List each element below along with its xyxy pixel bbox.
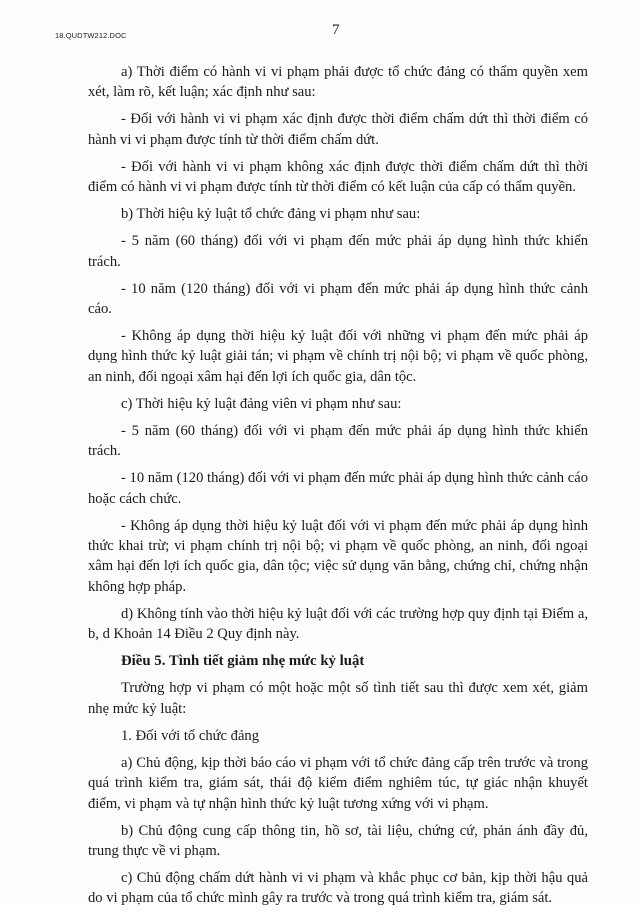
paragraph: - Đối với hành vi vi phạm không xác định được thời điểm chấm dứt thì thời điểm có hành vi vi phạm được tính từ thời điểm có kết luận của cấp có thẩm quyền. [88, 158, 588, 196]
paragraph: Trường hợp vi phạm có một hoặc một số tình tiết sau thì được xem xét, giảm nhẹ mức kỷ luật: [88, 680, 588, 717]
paragraph: - 5 năm (60 tháng) đối với vi phạm đến mức phải áp dụng hình thức khiển trách. [88, 233, 588, 270]
paragraph: a) Thời điểm có hành vi vi phạm phải được tổ chức đảng có thẩm quyền xem xét, làm rõ, kết luận; xác định như sau: [88, 64, 588, 101]
paragraph: - Đối với hành vi vi phạm xác định được thời điểm chấm dứt thì thời điểm có hành vi vi phạm được tính từ thời điểm chấm dứt. [88, 111, 588, 148]
paragraph: b) Chủ động cung cấp thông tin, hồ sơ, tài liệu, chứng cứ, phản ánh đầy đủ, trung thực về vi phạm. [88, 822, 588, 859]
paragraph: d) Không tính vào thời hiệu kỷ luật đối với các trường hợp quy định tại Điểm a, b, d Khoản 14 Điều 2 Quy định này. [88, 605, 588, 643]
paragraph: - Không áp dụng thời hiệu kỷ luật đối với những vi phạm đến mức phải áp dụng hình thức kỷ luật giải tán; vi phạm về chính trị nội bộ; vi phạm về quốc phòng, an ninh, đối ngoại xâm hại đến lợi ích quốc gia, dân tộc. [88, 328, 588, 385]
paragraph: b) Thời hiệu kỷ luật tổ chức đảng vi phạm như sau: [121, 206, 421, 223]
paragraph: - Không áp dụng thời hiệu kỷ luật đối với vi phạm đến mức phải áp dụng hình thức khai trừ; vi phạm chính trị nội bộ; vi phạm về quốc phòng, an ninh, đối ngoại xâm hại đến lợi ích quốc gia, dân tộc; việc sử dụng văn bằng, chứng chỉ, chứng nhận không hợp pháp. [88, 517, 588, 595]
paragraph: - 5 năm (60 tháng) đối với vi phạm đến mức phải áp dụng hình thức khiển trách. [88, 422, 588, 460]
article-heading: Điều 5. Tình tiết giảm nhẹ mức kỷ luật [121, 653, 365, 670]
paragraph: - 10 năm (120 tháng) đối với vi phạm đến mức phải áp dụng hình thức cảnh cáo. [88, 280, 588, 318]
paragraph: 1. Đối với tổ chức đảng [121, 727, 260, 744]
paragraph: c) Chủ động chấm dứt hành vi vi phạm và khắc phục cơ bản, kịp thời hậu quả do vi phạm của tổ chức mình gây ra trước và trong quá trình kiểm tra, giám sát. [88, 869, 588, 907]
document-body [88, 62, 588, 915]
paragraph: a) Chủ động, kịp thời báo cáo vi phạm với tổ chức đảng cấp trên trước và trong quá trình kiểm tra, giám sát, thái độ kiểm điểm nghiêm túc, tự giác nhận khuyết điểm, vi phạm và tự nhận hình thức kỷ luật tương xứng với vi phạm. [88, 754, 588, 812]
page-number: 7 [332, 22, 340, 38]
file-reference: 18.QUDTW212.DOC [55, 31, 127, 40]
paragraph: c) Thời hiệu kỷ luật đảng viên vi phạm như sau: [121, 395, 402, 412]
paragraph: - 10 năm (120 tháng) đối với vi phạm đến mức phải áp dụng hình thức cảnh cáo hoặc cách chức. [88, 470, 588, 507]
